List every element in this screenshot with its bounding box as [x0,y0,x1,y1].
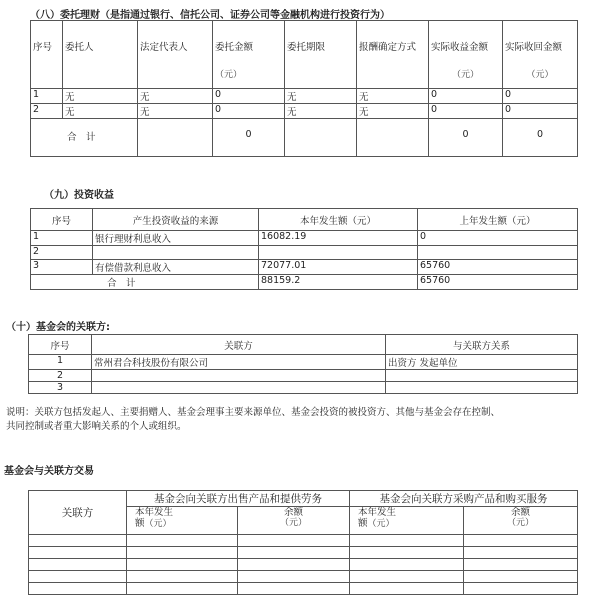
table-cell: 无 [63,104,138,119]
table-cell: 0 [503,89,578,104]
col-header: 关联方 [29,491,127,535]
table-row [31,89,578,104]
table-row [29,571,578,583]
note-line: 说明：关联方包括发起人、主要捐赠人、基金会理事主要来源单位、基金会投资的被投资方、其他与基金会存在控制、 [6,407,501,418]
total-cell: 0 [213,119,285,157]
table-cell: 出资方 发起单位 [386,355,578,370]
table-cell: 2 [31,104,63,119]
col-header-label: 实际收益金额 [431,42,489,53]
related-parties-table [28,334,578,394]
table-row [29,535,578,547]
table-cell: 3 [31,260,93,275]
col-header: 委托人 [63,21,138,89]
subheader-label: 余额 [510,507,530,518]
total-cell: 0 [429,119,503,157]
table-cell: 16082.19 [259,231,418,246]
total-cell: 0 [503,119,578,157]
col-header: 法定代表人 [138,21,213,89]
table-cell: 无 [138,89,213,104]
table-cell: 2 [31,246,93,260]
subheader-cell [238,507,350,535]
table-cell: 无 [285,89,357,104]
subheader-cell [464,507,578,535]
related-transactions-table [28,490,578,595]
unit-label: （元） [279,518,307,528]
table-cell: 0 [429,104,503,119]
col-header-label: 实际收回金额 [505,42,563,53]
total-cell: 88159.2 [259,275,418,290]
table-row [31,231,578,246]
table-cell: 0 [429,89,503,104]
section8-title: （八）委托理财（是指通过银行、信托公司、证券公司等金融机构进行投资行为） [30,10,390,21]
note-paragraph [6,406,500,434]
table-cell: 2 [29,370,92,382]
group-header: 基金会向关联方出售产品和提供劳务 [127,491,350,507]
section10-title: （十）基金会的关联方: [6,322,110,333]
group-header: 基金会向关联方采购产品和购买服务 [350,491,578,507]
unit-label: （元） [367,519,395,529]
col-header: 本年发生额（元） [259,209,418,231]
table-row [29,559,578,571]
total-label: 合 计 [31,119,138,157]
table-row [29,583,578,595]
col-header: 报酬确定方式 [357,21,429,89]
table-cell [92,382,386,394]
col-header [429,21,503,89]
table-cell: 银行理财利息收入 [93,231,259,246]
table-row [29,355,578,370]
unit-label: （元） [526,70,554,80]
unit-label: （元） [451,70,479,80]
subheader-label: 额 [135,518,145,529]
col-header-label: 委托金额 [215,42,254,53]
table-cell [92,370,386,382]
section11-title: 基金会与关联方交易 [4,466,94,477]
table-cell: 1 [31,231,93,246]
table-cell: 72077.01 [259,260,418,275]
col-header: 序号 [29,335,92,355]
table-cell: 0 [213,104,285,119]
table-cell: 0 [503,104,578,119]
total-label: 合 计 [31,275,259,290]
table-cell: 无 [138,104,213,119]
table-cell [418,246,578,260]
subheader-label: 本年发生 [358,507,397,518]
col-header: 关联方 [92,335,386,355]
total-row [31,275,578,290]
total-cell: 65760 [418,275,578,290]
table-cell: 无 [357,89,429,104]
subheader-label: 本年发生 [135,507,174,518]
table-cell: 0 [213,89,285,104]
unit-label: （元） [506,518,534,528]
table-cell [386,382,578,394]
table-row [29,547,578,559]
entrusted-finance-table [30,20,578,157]
col-header: 与关联方关系 [386,335,578,355]
table-cell: 3 [29,382,92,394]
col-header: 序号 [31,209,93,231]
table-cell: 0 [418,231,578,246]
table-row [29,370,578,382]
table-cell: 无 [63,89,138,104]
table-cell [386,370,578,382]
table-cell: 有偿借款利息收入 [93,260,259,275]
total-row [31,119,578,157]
table-cell: 常州君合科技股份有限公司 [92,355,386,370]
investment-income-table [30,208,578,290]
table-cell: 无 [357,104,429,119]
col-header: 产生投资收益的来源 [93,209,259,231]
table-cell [93,246,259,260]
col-header: 序号 [31,21,63,89]
note-line: 共同控制或者重大影响关系的个人或组织。 [6,421,187,432]
unit-label: （元） [144,519,172,529]
table-cell: 65760 [418,260,578,275]
table-cell: 无 [285,104,357,119]
col-header: 上年发生额（元） [418,209,578,231]
table-row [31,104,578,119]
unit-label: （元） [215,70,243,80]
subheader-label: 额 [358,518,368,529]
col-header: 委托期限 [285,21,357,89]
table-row [31,260,578,275]
table-row [29,382,578,394]
table-row [31,246,578,260]
table-cell: 1 [29,355,92,370]
table-cell: 1 [31,89,63,104]
section9-title: （九）投资收益 [44,190,114,201]
col-header [503,21,578,89]
subheader-cell [127,507,238,535]
subheader-cell [350,507,464,535]
subheader-label: 余额 [283,507,303,518]
table-cell [259,246,418,260]
col-header [213,21,285,89]
